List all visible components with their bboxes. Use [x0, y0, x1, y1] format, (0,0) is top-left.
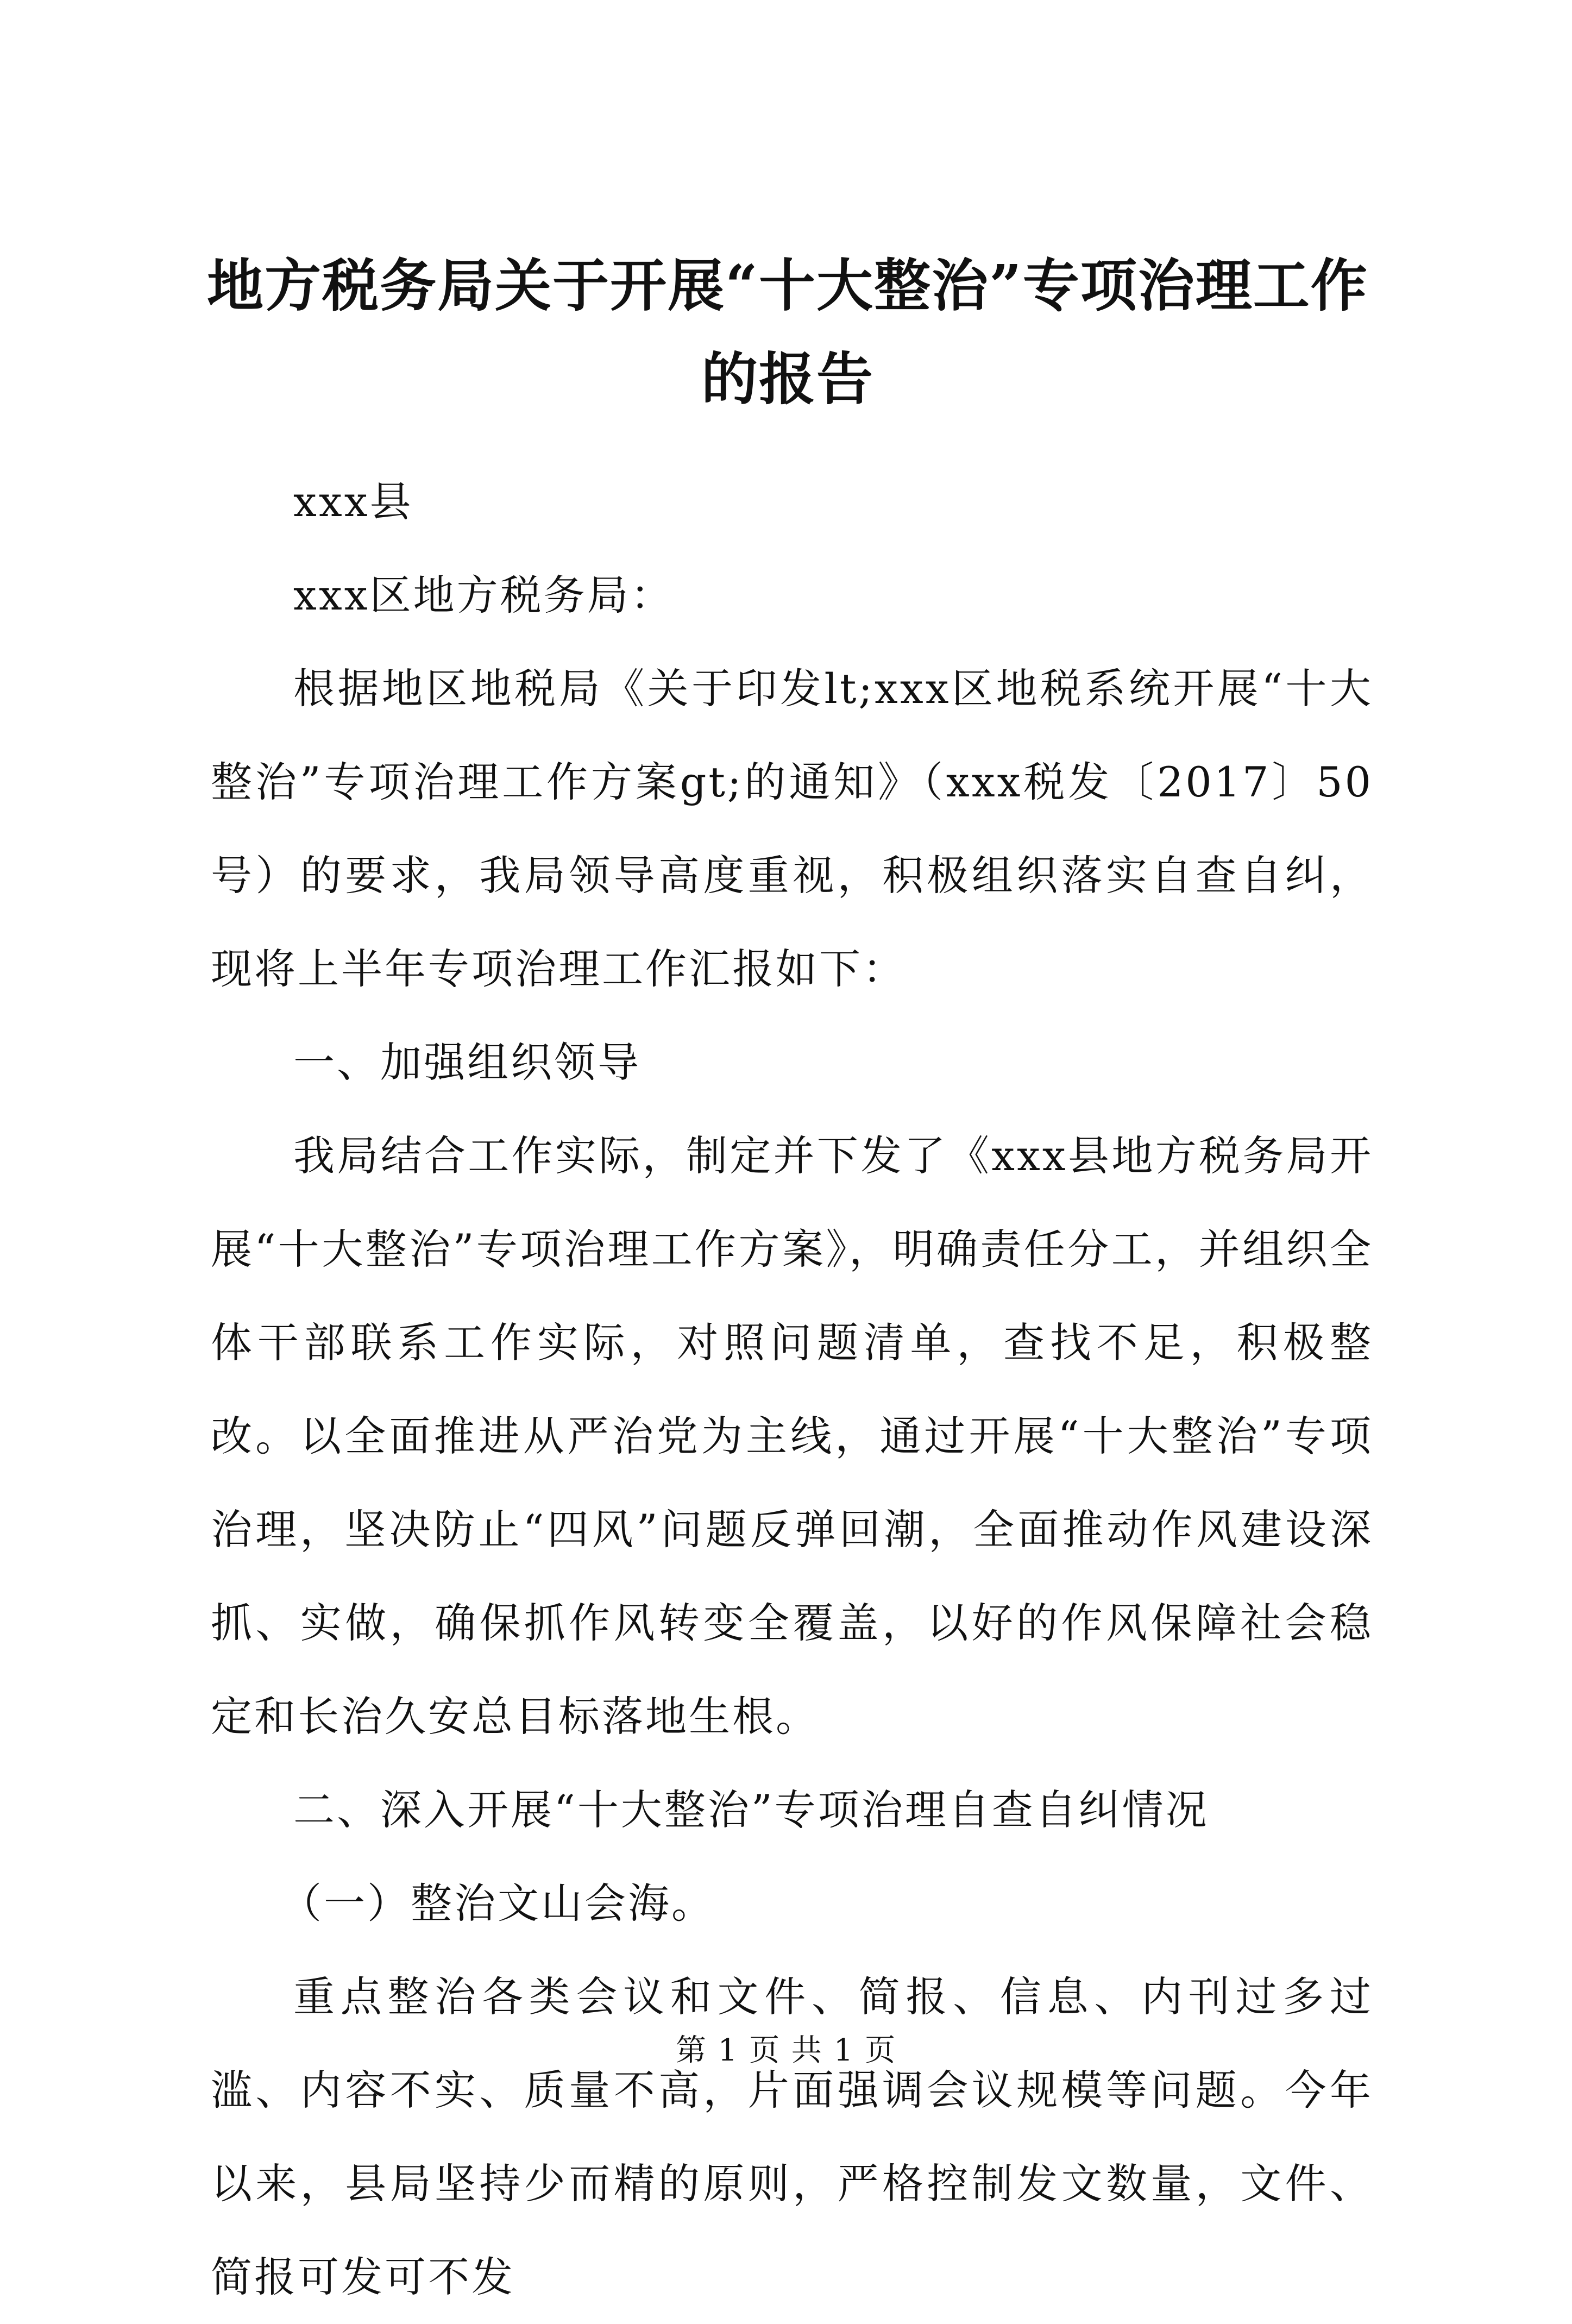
- section-heading-1: 一、加强组织领导: [293, 1038, 641, 1086]
- document-title: 地方税务局关于开展“十大整治”专项治理工作的报告: [207, 252, 1368, 412]
- page-footer: 第 1 页 共 1 页: [675, 2033, 897, 2068]
- subsection-heading-1: （一）整治文山会海。: [280, 1879, 715, 1927]
- section-heading-2: 二、深入开展“十大整治”专项治理自查自纠情况: [293, 1786, 1209, 1834]
- recipient-county: xxx县: [293, 478, 413, 526]
- subsection-1-paragraph: 重点整治各类会议和文件、简报、信息、内刊过多过滥、内容不实、质量不高，片面强调会议规模等问题。今年以来，县局坚持少而精的原则，严格控制发文数量，文件、简报可发可不发: [211, 1973, 1373, 2301]
- intro-paragraph: 根据地区地税局《关于印发lt;xxx区地税系统开展“十大整治”专项治理工作方案gt;的通知》（xxx税发〔2017〕50号）的要求，我局领导高度重视，积极组织落实自查自纠，现将上半年专项治理工作汇报如下：: [211, 664, 1373, 993]
- recipient-bureau: xxx区地方税务局：: [293, 571, 674, 619]
- section-1-paragraph: 我局结合工作实际，制定并下发了《xxx县地方税务局开展“十大整治”专项治理工作方案》，明确责任分工，并组织全体干部联系工作实际，对照问题清单，查找不足，积极整改。以全面推进从严治党为主线，通过开展“十大整治”专项治理，坚决防止“四风”问题反弹回潮，全面推动作风建设深抓、实做，确保抓作风转变全覆盖，以好的作风保障社会稳定和长治久安总目标落地生根。: [211, 1132, 1373, 1741]
